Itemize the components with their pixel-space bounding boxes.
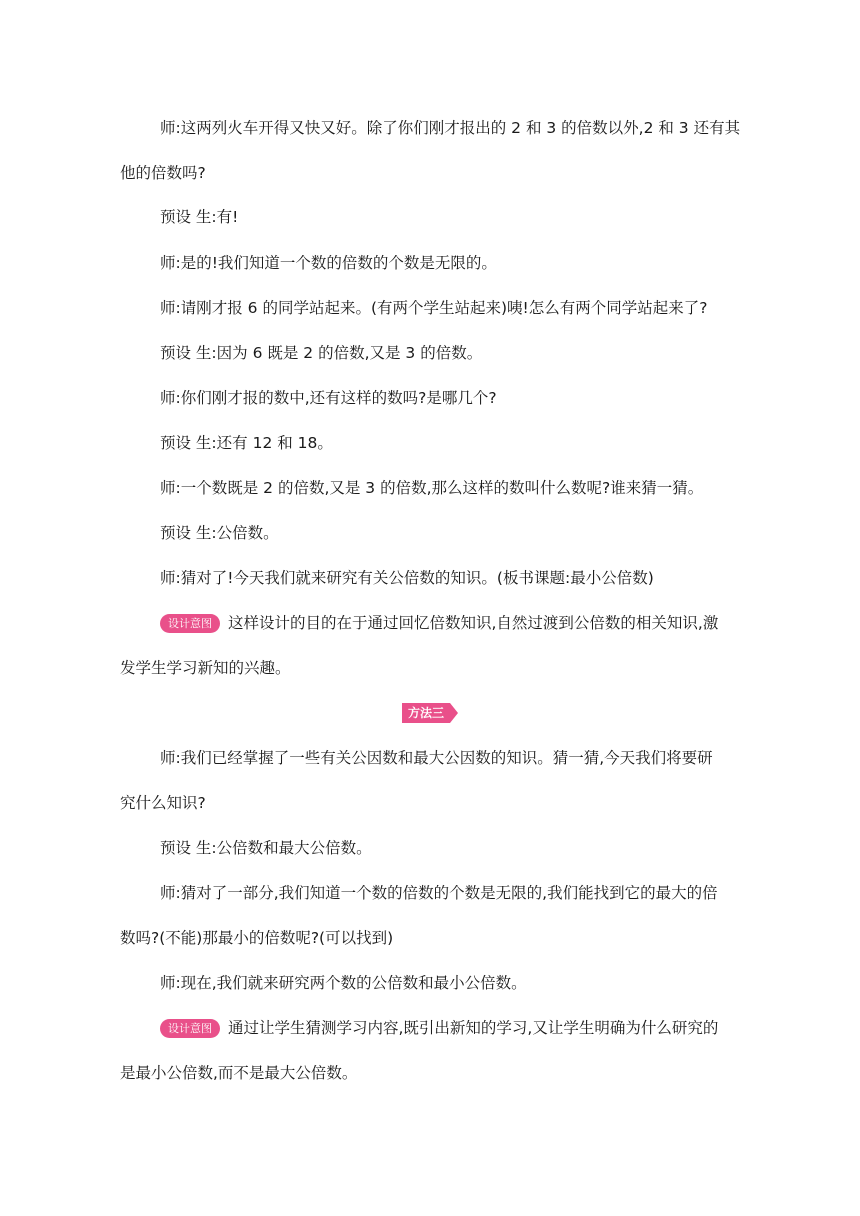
- paragraph-continued: 他的倍数吗?: [120, 164, 206, 182]
- paragraph: 师:请刚才报 6 的同学站起来。(有两个学生站起来)咦!怎么有两个同学站起来了?: [160, 299, 708, 317]
- paragraph: 预设 生:还有 12 和 18。: [160, 434, 333, 452]
- design-intent-continued: 是最小公倍数,而不是最大公倍数。: [120, 1064, 358, 1082]
- design-intent-badge: 设计意图: [160, 614, 220, 633]
- paragraph: 师:猜对了一部分,我们知道一个数的倍数的个数是无限的,我们能找到它的最大的倍: [160, 884, 718, 902]
- paragraph: 预设 生:因为 6 既是 2 的倍数,又是 3 的倍数。: [160, 344, 483, 362]
- method-three-text: 方法三: [407, 706, 444, 720]
- paragraph: 预设 生:公倍数和最大公倍数。: [160, 839, 372, 857]
- paragraph: 师:这两列火车开得又快又好。除了你们刚才报出的 2 和 3 的倍数以外,2 和 3 还有其: [160, 119, 741, 137]
- design-intent-text: 这样设计的目的在于通过回忆倍数知识,自然过渡到公倍数的相关知识,激: [228, 614, 719, 632]
- paragraph: 师:现在,我们就来研究两个数的公倍数和最小公倍数。: [160, 974, 527, 992]
- design-intent-2: [160, 1017, 780, 1039]
- paragraph-continued: 究什么知识?: [120, 794, 206, 812]
- method-three-label: [402, 703, 458, 723]
- paragraph-continued: 数吗?(不能)那最小的倍数呢?(可以找到): [120, 929, 394, 947]
- paragraph: 师:你们刚才报的数中,还有这样的数吗?是哪几个?: [160, 389, 497, 407]
- paragraph: 师:我们已经掌握了一些有关公因数和最大公因数的知识。猜一猜,今天我们将要研: [160, 749, 713, 767]
- design-intent-text: 通过让学生猜测学习内容,既引出新知的学习,又让学生明确为什么研究的: [228, 1019, 719, 1037]
- design-intent-badge: 设计意图: [160, 1019, 220, 1038]
- design-intent-1: [160, 612, 780, 634]
- paragraph: 师:猜对了!今天我们就来研究有关公倍数的知识。(板书课题:最小公倍数): [160, 569, 654, 587]
- paragraph: 预设 生:有!: [160, 208, 239, 226]
- paragraph: 师:一个数既是 2 的倍数,又是 3 的倍数,那么这样的数叫什么数呢?谁来猜一猜。: [160, 479, 704, 497]
- design-intent-continued: 发学生学习新知的兴趣。: [120, 659, 291, 677]
- paragraph: 师:是的!我们知道一个数的倍数的个数是无限的。: [160, 254, 497, 272]
- paragraph: 预设 生:公倍数。: [160, 524, 279, 542]
